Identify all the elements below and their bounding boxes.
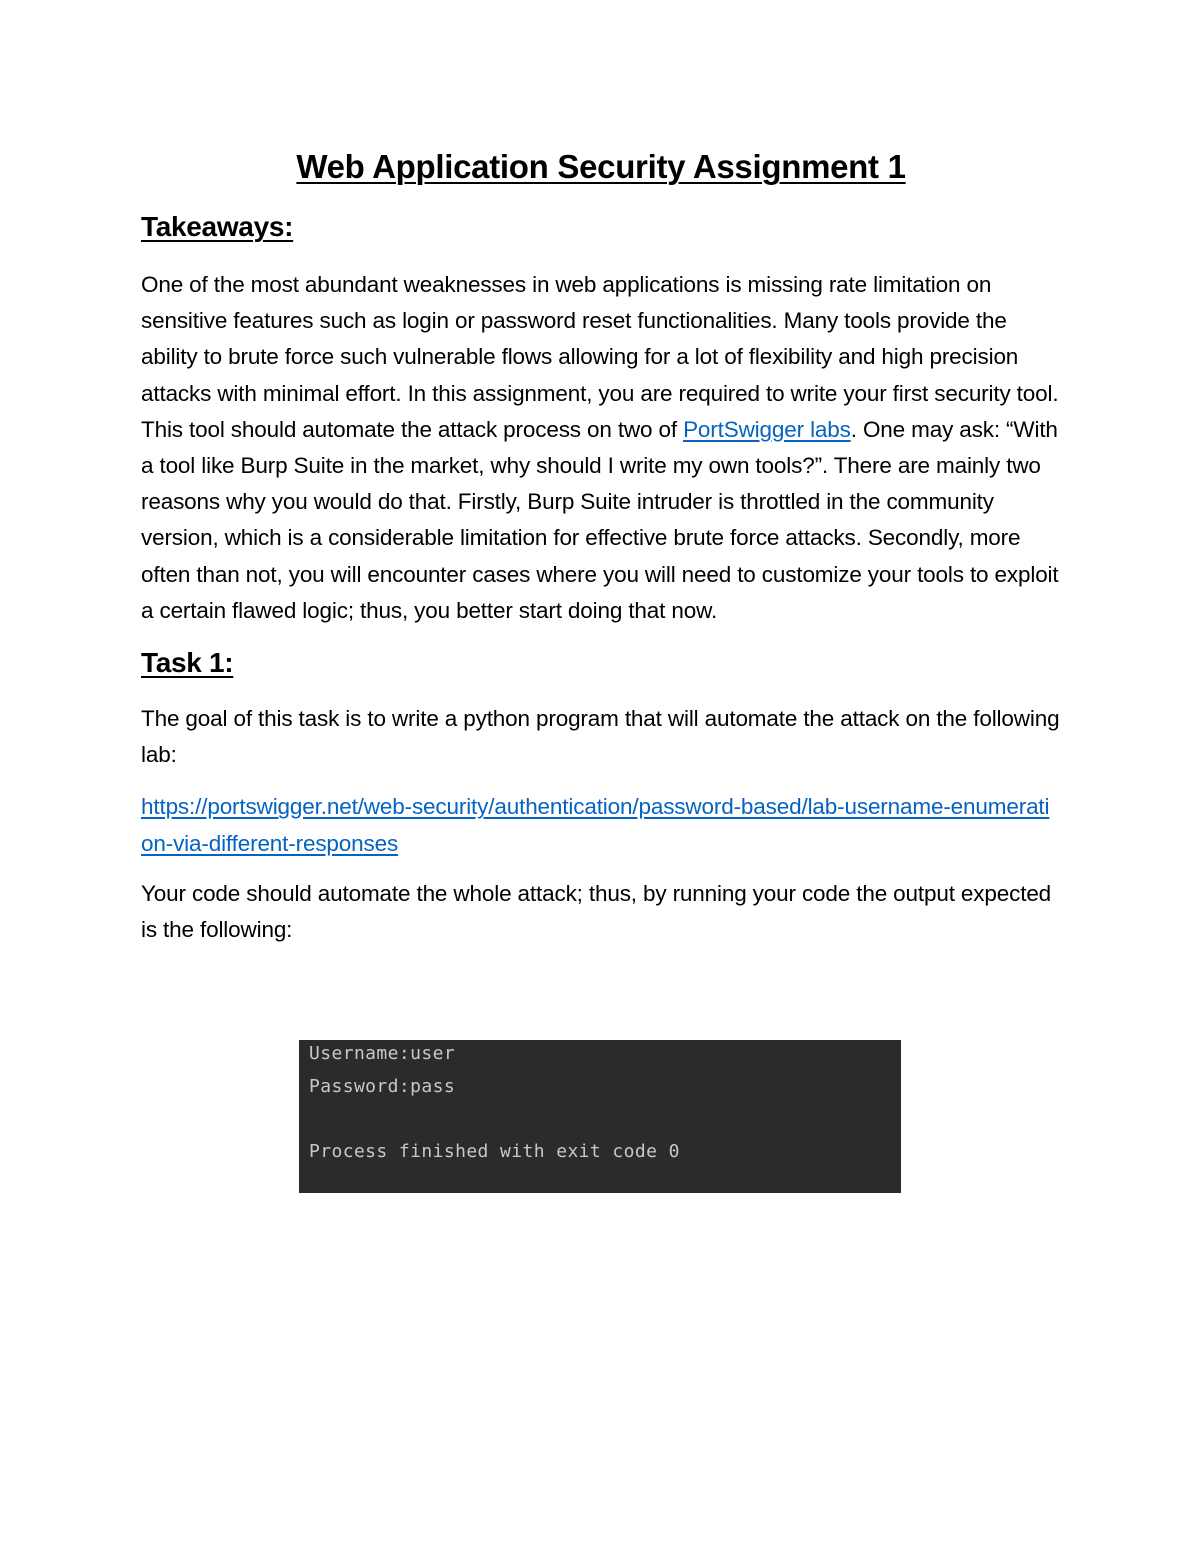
takeaways-text-start: One of the most abundant weaknesses in web applications is missing rate limitation on sensitive features such as login or password reset functionalities. Many tools provide the ability to brute force such vulnerable flows allowing for a lot of flexibility and high precision attacks with minimal effort. In this assignment, you are required to write your first security tool. This tool should automate the attack process on two of [141, 272, 1059, 442]
console-password-line: Password:pass [309, 1076, 456, 1097]
document-page [141, 145, 1061, 948]
document-title: Web Application Security Assignment 1 [296, 148, 906, 185]
console-username-line: Username:user [309, 1043, 456, 1064]
lab-url-paragraph [141, 789, 1061, 861]
task1-heading: Task 1: [141, 647, 234, 679]
takeaways-text-end: . One may ask: “With a tool like Burp Suite in the market, why should I write my own tools?”. There are mainly two reasons why you would do that. Firstly, Burp Suite intruder is throttled in the community version, which is a considerable limitation for effective brute force attacks. Secondly, more often than not, you will encounter cases where you will need to customize your tools to exploit a certain flawed logic; thus, you better start doing that now. [141, 416, 1059, 623]
task1-intro: The goal of this task is to write a python program that will automate the attack on the following lab: [141, 706, 1060, 768]
console-output-screenshot [299, 1040, 901, 1193]
takeaways-paragraph [141, 267, 1061, 629]
takeaways-heading: Takeaways: [141, 211, 294, 242]
expected-output-text: Your code should automate the whole attack; thus, by running your code the output expected is the following: [141, 880, 1052, 943]
lab-url-link[interactable]: https://portswigger.net/web-security/authentication/password-based/lab-username-enumeration-via-different-responses [141, 794, 1050, 856]
portswigger-labs-link[interactable]: PortSwigger labs [683, 416, 851, 442]
console-exit-line: Process finished with exit code 0 [309, 1141, 680, 1162]
